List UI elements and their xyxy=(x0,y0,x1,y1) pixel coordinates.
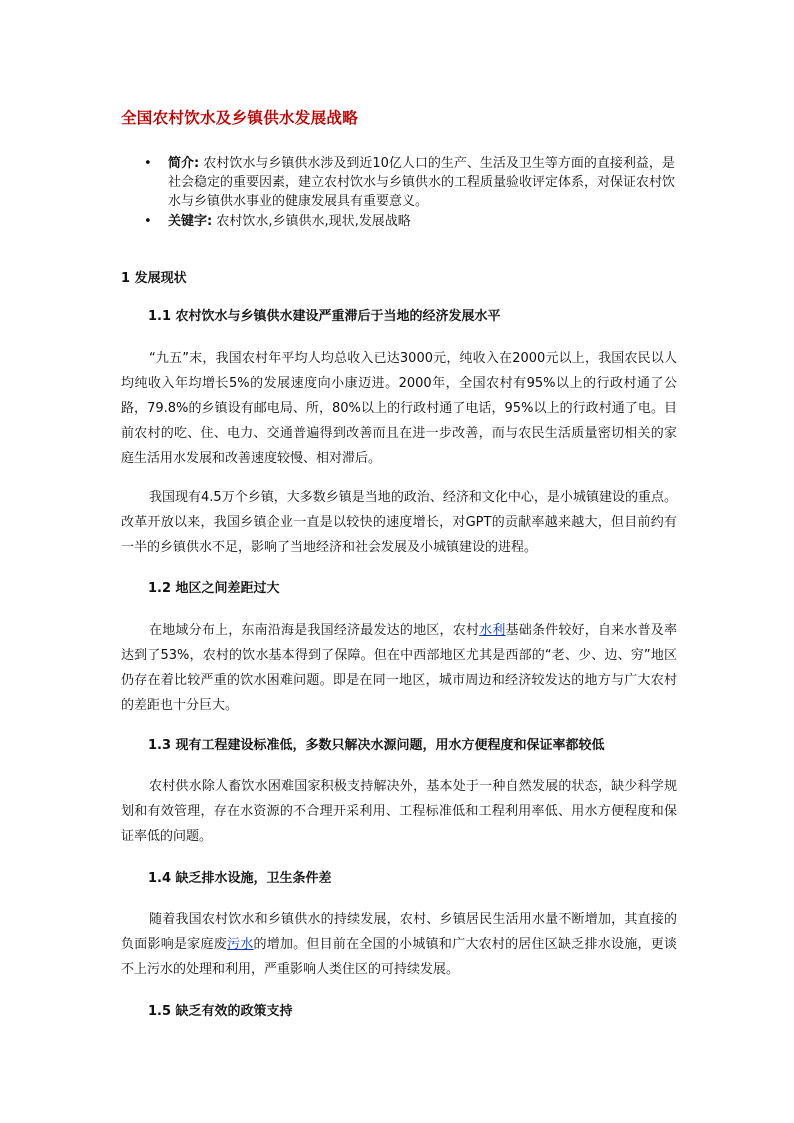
summary-text: 农村饮水与乡镇供水涉及到近10亿人口的生产、生活及卫生等方面的直接利益，是社会稳定的重要因素，建立农村饮水与乡镇供水的工程质量验收评定体系，对保证农村饮水与乡镇供水事业的健康发展具有重要意义。 xyxy=(168,156,676,209)
keywords-text: 农村饮水,乡镇供水,现状,发展战略 xyxy=(212,214,411,229)
paragraph-1-4-text-b: 的增加。但目前在全国的小城镇和广大农村的居住区缺乏排水设施，更谈不上污水的处理和利用，严重影响人类住区的可持续发展。 xyxy=(121,937,677,977)
subsection-heading-1-5: 1.5 缺乏有效的政策支持 xyxy=(148,1004,293,1019)
document-title: 全国农村饮水及乡镇供水发展战略 xyxy=(121,109,359,127)
sewage-link[interactable]: 污水 xyxy=(226,937,254,952)
paragraph-1-2 xyxy=(121,618,677,718)
section-heading-1: 1 发展现状 xyxy=(121,271,187,286)
subsection-heading-1-2: 1.2 地区之间差距过大 xyxy=(148,581,280,596)
paragraph-1-1-a: “九五”末，我国农村年平均人均总收入已达3000元，纯收入在2000元以上，我国农民以人均纯收入年均增长5%的发展速度向小康迈进。2000年，全国农村有95%以上的行政村通了公路，79.8%的乡镇设有邮电局、所，80%以上的行政村通了电话，95%以上的行政村通了电。目前农村的吃、住、电力、交通普遍得到改善而且在进一步改善，而与农民生活质量密切相关的家庭生活用水发展和改善速度较慢、相对滞后。 xyxy=(121,351,677,466)
keywords-item xyxy=(121,212,681,231)
paragraph-1-3: 农村供水除人畜饮水困难国家积极支持解决外，基本处于一种自然发展的状态，缺少科学规划和有效管理，存在水资源的不合理开采利用、工程标准低和工程利用率低、用水方便程度和保证率低的问题。 xyxy=(121,779,677,844)
summary-label: 简介: xyxy=(168,156,200,171)
subsection-heading-1-3: 1.3 现有工程建设标准低，多数只解决水源问题，用水方便程度和保证率都较低 xyxy=(148,738,605,753)
paragraph-1-4 xyxy=(121,907,677,982)
water-conservancy-link[interactable]: 水利 xyxy=(479,623,506,638)
paragraph-1-2-text-b: 基础条件较好，自来水普及率达到了53%，农村的饮水基本得到了保障。但在中西部地区尤其是西部的“老、少、边、穷”地区仍存在着比较严重的饮水困难问题。即是在同一地区，城市周边和经济较发达的地方与广大农村的差距也十分巨大。 xyxy=(121,623,677,713)
paragraph-1-1-b: 我国现有4.5万个乡镇，大多数乡镇是当地的政治、经济和文化中心，是小城镇建设的重点。改革开放以来，我国乡镇企业一直是以较快的速度增长，对GPT的贡献率越来越大，但目前约有一半的乡镇供水不足，影响了当地经济和社会发展及小城镇建设的进程。 xyxy=(121,490,677,555)
subsection-heading-1-4: 1.4 缺乏排水设施，卫生条件差 xyxy=(148,871,332,886)
article-meta-list xyxy=(121,154,681,232)
summary-item xyxy=(121,154,681,211)
paragraph-1-2-text-a: 在地域分布上，东南沿海是我国经济最发达的地区，农村 xyxy=(149,623,480,638)
subsection-heading-1-1: 1.1 农村饮水与乡镇供水建设严重滞后于当地的经济发展水平 xyxy=(148,309,501,324)
keywords-label: 关键字: xyxy=(168,214,213,229)
paragraph-1-4-text-a: 随着我国农村饮水和乡镇供水的持续发展，农村、乡镇居民生活用水量不断增加，其直接的负面影响是家庭废 xyxy=(121,912,677,952)
